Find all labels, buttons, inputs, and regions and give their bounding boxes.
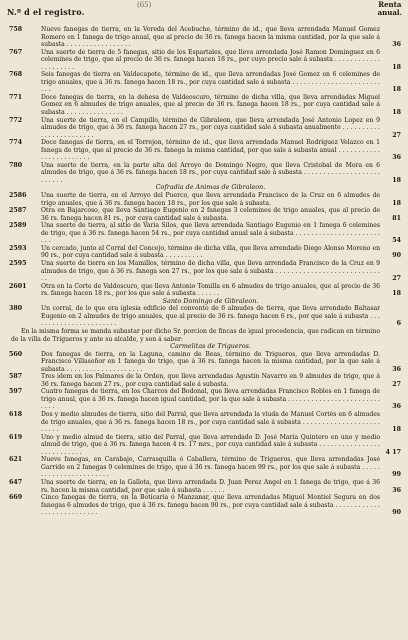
registry-entry	[5, 351, 404, 374]
annual-rent-amount: 18	[392, 63, 401, 71]
annual-rent-header-line1: Renta	[378, 0, 402, 9]
entry-text: Una suerte de tierra en los Mamillos, término de dicha villa, que lleva arrendada Francisco de la Cruz en 9 almudes de trigo, que á 36 rs. fanega son 27 rs., por los que sale á subasta . . . . . . . . . . . . . . . . . . . . . . . . . . . . .	[41, 260, 380, 283]
registry-number: 597	[9, 388, 23, 396]
registry-entry	[5, 49, 404, 72]
registry-number: 772	[9, 116, 23, 124]
registry-number: 2601	[9, 282, 27, 290]
annual-rent-amount: 36	[392, 41, 401, 49]
annual-rent-amount: 81	[392, 214, 401, 222]
annual-rent-amount: 27	[392, 275, 401, 283]
registry-entry	[5, 411, 404, 434]
annual-rent-amount: 18	[392, 426, 401, 434]
registry-number: 2595	[9, 260, 27, 267]
annual-rent-amount: 36	[392, 154, 401, 162]
annual-rent-amount: 18	[392, 290, 401, 298]
registry-number: 669	[9, 494, 23, 502]
registry-number: 2593	[9, 244, 27, 252]
entry-text: Una suerte de tierra, al sitio de Varia Silos, que lleva arrendada Santiago Eugenio en 1 fanega 6 celemines de trigo, que á 36 rs. fanega hacen 54 rs., por cuya cantidad anual sale á subasta . . . . . . . . . . . . . . . . . . . . . . . . .	[41, 222, 380, 245]
registry-entry	[5, 388, 404, 411]
registry-entry	[5, 245, 404, 260]
annual-rent-amount: 4 17	[385, 448, 401, 456]
annual-rent-amount: 18	[392, 176, 401, 184]
registry-number: 619	[9, 433, 23, 441]
block-1	[5, 26, 404, 184]
registry-entry	[5, 94, 404, 117]
annual-rent-amount: 36	[392, 486, 401, 494]
registry-number: 758	[9, 26, 23, 33]
annual-rent-amount: 54	[392, 237, 401, 245]
annual-rent-amount: 27	[392, 380, 401, 388]
entry-text: Seis fanegas de tierra en Valdecapote, término de id., que lleva arrendadas José Gomez en 6 celemines de trigo anuales, que á 36 rs. fanega hacen 18 rs., por cuya cantidad sale á subasta . . . . . . . . . . . . . . . . . . . . . . . . . .	[41, 71, 380, 94]
entry-text: Doce fanegas de tierra, en la dehesa de Valdeoscuro, término de dicha villa, que lleva arrendadas Miguel Gomez en 6 almudes de trigo anuales, que al precio de 36 rs. fanega hacen 18 rs., por cuya cantidad sale á subasta . . . . . . . . . . . . . . .	[41, 93, 380, 117]
block-2	[5, 192, 404, 298]
page-number: (65)	[137, 1, 152, 9]
registry-entry	[5, 222, 404, 245]
annual-rent-amount: 18	[392, 199, 401, 207]
entry-text: Una suerte de tierra, en la Gallota, que lleva arrendada D. Juan Perez Angel en 1 fanega de trigo, que á 36 rs. hacen la misma cantidad, por que sale á subasta . . . . . .	[41, 478, 380, 494]
section-heading-animas: Cofradía de Animas de Gibraleon.	[155, 183, 266, 192]
annual-rent-amount: 36	[392, 365, 401, 373]
annual-rent-amount: 6	[396, 320, 401, 328]
entry-text: Dos fanegas de tierra, en la Laguna, camino de Beas, término de Trigueros, que lleva arrendadas D. Francisco Villaseñor en 1 fanega de trigo, que á 36 rs. fanega hacen la misma cantidad, por la que sale á subasta . . . . . . . . . . . . . . . . . . . .	[41, 350, 380, 373]
annual-rent-header	[378, 1, 402, 17]
block-4	[5, 351, 404, 517]
registry-entry	[5, 207, 404, 222]
registry-number: 767	[9, 48, 23, 56]
registry-entry	[5, 456, 404, 479]
registry-number-header: N.º d el registro.	[7, 7, 85, 17]
registry-number: 587	[9, 373, 23, 381]
entry-text: Dos y medio almudes de tierra, sitio del Parral, que lleva arrendada la viuda de Manuel Cortés en 6 almudes de trigo anuales, que á 36 rs. fanega hacen 18 rs., por cuya cantidad sale á subasta . . . . . . . . . . . . . . . . . . . . . . . . .	[41, 411, 380, 434]
registry-entry	[5, 494, 404, 517]
registry-entry	[5, 192, 404, 207]
annual-rent-amount: 18	[392, 86, 401, 94]
registry-entry	[5, 71, 404, 94]
entry-text: Otra en Bajarcoso, que lleva Santiago Eugenio en 2 fanegas 3 celemines de trigo anuales, que al precio de 36 rs. fanega hacen 81 rs., por cuya cantidad sale á subasta.	[41, 207, 380, 222]
entry-text: Un cercado, junto al Corral del Concejo, término de dicha villa, que lleva arrendado Diego Alonso Moreno en 90 rs., por cuya cantidad sale á subasta . . . . . . . . . .	[41, 244, 380, 260]
registry-number: 768	[9, 71, 23, 79]
registry-entry	[5, 139, 404, 162]
registry-number: 621	[9, 456, 23, 464]
registry-entry	[5, 117, 404, 140]
registry-number: 774	[9, 139, 23, 147]
entry-text: Una suerte de tierra de 5 fanegas, sitio de los Espartales, que lleva arrendada José Ramon Dominguez en 6 celemines de trigo, que al precio de 36 rs. fanega hacen 18 rs., por cuyo precio sale á subasta . . . . . . . . . . . . . . . . . . . . .	[41, 48, 380, 71]
entry-text: Un corral, de lo que era iglesia edificio del convento de 6 almudes de tierra, que lleva arrendado Baltasar Eugenio en 2 almudes de trigo anuales, que al precio de 36 rs. fanega hacen 6 rs., por que sale á subasta . . . . . . . . . . . . . . . . . . . . . . .	[41, 305, 380, 328]
registry-entry	[5, 479, 404, 494]
registry-entry	[5, 434, 404, 457]
registry-number: 2589	[9, 222, 27, 230]
registry-entry	[5, 26, 404, 49]
registry-entry	[5, 283, 404, 298]
registry-number: 2587	[9, 207, 27, 215]
annual-rent-amount: 99	[392, 471, 401, 479]
intro-paragraph: En la misma forma se manda subastar por dicho Sr. porcion de fincas de igual procedencia, que radican en término de la villa de Trigueros y ante su alcalde, y son á saber:	[11, 327, 380, 343]
entry-text: Tres idem en los Palmares de la Orden, que lleva arrendadas Agustin Navarro en 9 almudes de trigo, que á 36 rs. fanega hacen 27 rs., por cuya cantidad sale á subasta.	[41, 373, 380, 388]
entry-text: Nueve fanegas de tierra, en la Vereda del Acebuche, término de id., que lleva arrendada Manuel Gomez Romero en 1 fanega de trigo anual, que al precio de 36 rs. fanega hacen la misma cantidad, por la que sale á subasta . . . . . . . . . . . . . . . . .	[41, 26, 380, 49]
annual-rent-amount: 90	[392, 509, 401, 517]
annual-rent-amount: 36	[392, 403, 401, 411]
registry-entry	[5, 260, 404, 283]
registry-number: 2586	[9, 192, 27, 200]
registry-number: 780	[9, 161, 23, 169]
entry-text: Doce fanegas de tierra, en el Torrejon, término de id., que lleva arrendada Manuel Rodriguez Velazco en 1 fanega de trigo, que al precio de 36 rs. fanega la misma cantidad, por que sale á subasta anual . . . . . . . . . . . . . . . . . . . . . . . .	[41, 139, 380, 162]
annual-rent-header-line2: anual.	[377, 8, 402, 17]
entry-text: Otra en la Corte de Valdoscuro, que lleva Antonio Tomilla en 6 almudes de trigo anuales, que al precio de 36 rs. fanega hacen 18 rs., por los que sale á subasta . . . . . .	[41, 282, 380, 298]
page-header	[5, 0, 404, 26]
block-3	[5, 305, 404, 328]
registry-entry	[5, 162, 404, 185]
entry-text: Nueve fanegas, en Carabajo, Carrasquilla ó Caballera, término de Trigueros, que lleva arrendadas José Garrido en 2 fanegas 9 celemines de trigo, que á 36 rs. fanega hacen 99 rs., por los que sale á subasta . . . . . . . . . . . . . . . . . . . . . . .	[41, 456, 380, 479]
annual-rent-amount: 90	[392, 252, 401, 260]
entry-text: Una suerte de tierra, en el Campillo, término de Gibraleon, que lleva arrendada José Antonio Lopez en 9 almudes de trigo, que á 36 rs. fanega hacen 27 rs., por cuya cantidad sale á subasta anualmente . . . . . . . . . . . . . . . . . . . . . . . .	[41, 116, 380, 139]
section-heading-carmelitas: Carmelitas de Trigueros.	[170, 342, 251, 351]
registry-number: 560	[9, 350, 23, 358]
entry-text: Una suerte de tierra, en la parte alta del Arroyo de Domingo Negro, que lleva Cristobal de Mora en 6 almudes de trigo, que á 36 rs. fanega hacen 18 rs., por cuya cantidad sale á subasta . . . . . . . . . . . . . . . . . . . . . . . . . .	[41, 161, 380, 184]
registry-number: 380	[9, 305, 23, 313]
entry-text: Cinco fanegas de tierra, en la Boticaria ó Manzanar, que lleva arrendadas Miguel Montiel Segura en dos fanegas 6 almudes de trigo, que á 36 rs. fanega hacen 90 rs., por cuya cantidad sale á subasta . . . . . . . . . . . . . . . . . . . . . . . . . . .	[41, 494, 380, 517]
registry-number: 618	[9, 411, 23, 419]
registry-entry	[5, 305, 404, 328]
section-heading-santo-domingo: Santo Domingo de Gibraleon.	[162, 296, 259, 305]
registry-number: 647	[9, 478, 23, 486]
document-body	[5, 26, 404, 517]
annual-rent-amount: 18	[392, 109, 401, 117]
registry-entry	[5, 373, 404, 388]
entry-text: Cuatro fanegas de tierra, en los Charcos del Bodonal, que lleva arrendadas Francisco Robles en 1 fanega de trigo anual, que á 36 rs. fanega hacen igual cantidad, por la que sale á subasta . . . . . . . . . . . . . . . . . . . . . . . . . . . .	[41, 388, 380, 411]
entry-text: Uno y medio almud de tierra, sitio del Parral, que lleva arrendado D. José María Quintero en uno y medio almud de trigo, que á 36 rs. fanega hacen 4 rs. 17 mrs., por cuya cantidad sale á subasta . . . . . . . . . . . . . . . . . . . . . . . . . . .	[41, 433, 380, 456]
annual-rent-amount: 27	[392, 131, 401, 139]
entry-text: Una suerte de tierra, en el Arroyo del Puerco, que lleva arrendada Francisco de la Cruz en 6 almudes de trigo anuales, que á 36 rs. fanega hacen 18 rs., por los que sale á subasta.	[41, 192, 380, 207]
registry-number: 771	[9, 93, 23, 101]
